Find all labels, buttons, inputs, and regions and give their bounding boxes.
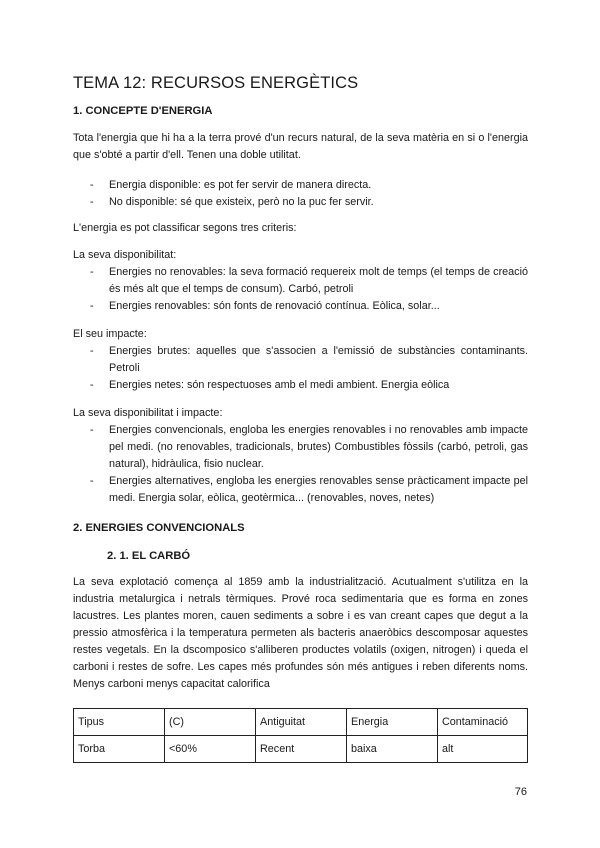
table-cell: alt bbox=[438, 736, 528, 763]
table-cell: Recent bbox=[256, 736, 347, 763]
list-item: - Energies no renovables: la seva formació requereix molt de temps (el temps de creació és més alt que el temps de consum). Carbó, petroli bbox=[90, 266, 528, 295]
list-item: - Energia disponible: es pot fer servir de manera directa. bbox=[90, 179, 372, 191]
carbo-paragraph: La seva explotació comença al 1859 amb la industrialització. Acutualment s'utilitza en la industria metalurgica i netrals tèrmiques. Prové roca sedimentaria que es forma en zones lacustres. Les plantes moren, cauen sediments a sobre i es van creant capes que degut a la pressio atmosfèrica i la temperatura permeten als bacteris anaeròbics descomposar aquestes restes vegetals. En la dscomposico s'alliberen productes volatils (oxigen, nitrogen) i queda el carboni i restes de sofre. Les capes més profundes són més antigues i reben diferents noms. Menys carboni menys capacitat calorifica bbox=[73, 576, 528, 690]
list-item: - Energies renovables: són fonts de renovació contínua. Eòlica, solar... bbox=[90, 300, 440, 312]
criteria-intro: L'energia es pot classificar segons tres criteris: bbox=[73, 222, 297, 234]
group-label-disponibilitat-impacte: La seva disponibilitat i impacte: bbox=[73, 407, 223, 419]
intro-paragraph: Tota l'energia que hi ha a la terra prové d'un recurs natural, de la seva matèria en si o l'energia que s'obté a partir d'ell. Tenen una doble utilitat. bbox=[73, 132, 528, 161]
page-title: TEMA 12: RECURSOS ENERGÈTICS bbox=[73, 74, 359, 92]
table-header-cell: Contaminació bbox=[438, 709, 528, 736]
table-header-cell: Antiguitat bbox=[256, 709, 347, 736]
section-heading-concepte: 1. CONCEPTE D'ENERGIA bbox=[73, 105, 213, 117]
subsection-heading-carbo: 2. 1. EL CARBÓ bbox=[107, 550, 191, 562]
list-item: - Energies netes: són respectuoses amb el medi ambient. Energia eòlica bbox=[90, 379, 450, 391]
list-item: - Energies convencionals, engloba les energies renovables i no renovables amb impacte pel medi. (no renovables, tradicionals, brutes) Combustibles fòssils (carbó, petroli, gas natural), hidràulica, fisio nuclear. bbox=[90, 424, 528, 470]
page-number: 76 bbox=[514, 786, 527, 798]
table-cell: <60% bbox=[165, 736, 256, 763]
table-header-cell: Tipus bbox=[74, 709, 165, 736]
group-label-impacte: El seu impacte: bbox=[73, 328, 147, 340]
list-item: - No disponible: sé que existeix, però no la puc fer servir. bbox=[90, 196, 374, 208]
table-header-cell: Energia bbox=[347, 709, 438, 736]
list-item: - Energies alternatives, engloba les energies renovables sense pràcticament impacte pel medi. Energia solar, eòlica, geotèrmica... (renovables, noves, netes) bbox=[90, 475, 528, 504]
table-header-row bbox=[74, 709, 528, 736]
carbo-table bbox=[73, 708, 528, 763]
table-cell: Torba bbox=[74, 736, 165, 763]
section-heading-convencionals: 2. ENERGIES CONVENCIONALS bbox=[73, 522, 245, 534]
utility-list bbox=[73, 177, 528, 211]
table-header-cell: (C) bbox=[165, 709, 256, 736]
table-row bbox=[74, 736, 528, 763]
impacte-list bbox=[73, 343, 528, 394]
list-item: - Energies brutes: aquelles que s'associen a l'emissió de substàncies contaminants. Petroli bbox=[90, 345, 528, 374]
table-cell: baixa bbox=[347, 736, 438, 763]
disponibilitat-impacte-list bbox=[73, 422, 528, 507]
group-label-disponibilitat: La seva disponibilitat: bbox=[73, 249, 177, 261]
disponibilitat-list bbox=[73, 264, 528, 315]
